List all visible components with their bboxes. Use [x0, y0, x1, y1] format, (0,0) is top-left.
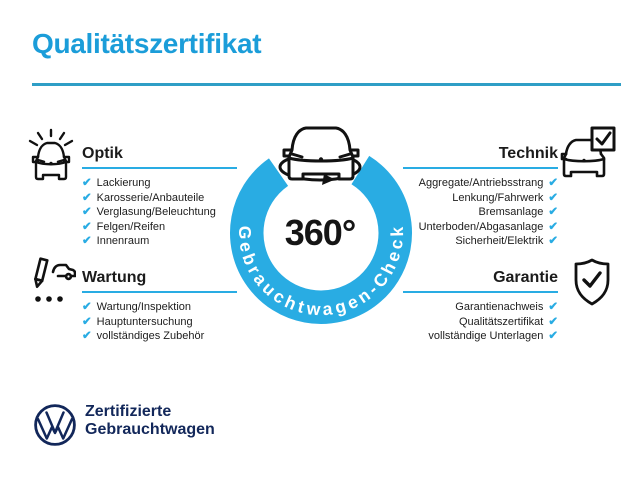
- ring-label: Gebrauchtwagen-Check: [234, 225, 408, 320]
- check-icon: ✔: [82, 235, 92, 247]
- check-icon: ✔: [548, 330, 558, 342]
- car-shine-icon: [24, 127, 78, 185]
- header-divider: [32, 83, 621, 86]
- section-garantie-divider: [403, 291, 558, 293]
- center-360-badge: [220, 105, 422, 331]
- section-optik-title: Optik: [82, 145, 123, 162]
- checklist-item-label: Karosserie/Anbauteile: [96, 191, 205, 204]
- check-icon: ✔: [548, 315, 558, 328]
- check-icon: ✔: [82, 220, 92, 233]
- check-icon: ✔: [548, 177, 558, 189]
- checklist-item: [386, 329, 558, 344]
- degrees-label: 360°: [284, 212, 356, 253]
- check-icon: ✔: [548, 220, 558, 233]
- section-wartung-divider: [82, 291, 237, 293]
- footer-line1: Zertifizierte: [85, 403, 172, 420]
- check-icon: ✔: [548, 301, 558, 313]
- section-garantie-title: Garantie: [493, 269, 558, 286]
- car-checkbox-icon: [560, 126, 616, 180]
- checklist-item-label: vollständige Unterlagen: [428, 330, 544, 342]
- checklist-item-label: Qualitätszertifikat: [458, 315, 544, 328]
- check-icon: ✔: [82, 315, 92, 328]
- section-technik-divider: [403, 167, 558, 169]
- check-icon: ✔: [82, 301, 92, 313]
- check-icon: ✔: [82, 206, 92, 218]
- section-wartung-title: Wartung: [82, 269, 147, 286]
- checklist-item-label: Bremsanlage: [478, 206, 544, 218]
- checklist-car-icon: [26, 257, 76, 307]
- footer-line2: Gebrauchtwagen: [85, 421, 215, 438]
- check-icon: ✔: [82, 177, 92, 189]
- checklist-item-label: Lackierung: [96, 177, 151, 189]
- check-icon: ✔: [548, 191, 558, 204]
- rotating-car-icon: [280, 128, 360, 185]
- section-optik-divider: [82, 167, 237, 169]
- checklist-item-label: Innenraum: [96, 235, 150, 247]
- footer-wordmark: [85, 403, 215, 439]
- checklist-item-label: Hauptuntersuchung: [96, 315, 193, 328]
- section-technik-title: Technik: [498, 145, 558, 162]
- page-title: Qualitätszertifikat: [32, 28, 262, 59]
- checklist-item-label: Garantienachweis: [455, 301, 544, 313]
- check-icon: ✔: [548, 235, 558, 247]
- checklist-item-label: Lenkung/Fahrwerk: [452, 191, 544, 204]
- check-icon: ✔: [82, 191, 92, 204]
- checklist-item-label: Unterboden/Abgasanlage: [418, 220, 544, 233]
- checklist-item-label: Verglasung/Beleuchtung: [96, 206, 216, 218]
- vw-logo: [33, 403, 77, 447]
- shield-check-icon: [572, 258, 612, 308]
- check-icon: ✔: [82, 330, 92, 342]
- checklist-item-label: Aggregate/Antriebsstrang: [418, 177, 544, 189]
- checklist-item-label: Wartung/Inspektion: [96, 301, 192, 313]
- checklist-item-label: vollständiges Zubehör: [96, 330, 205, 342]
- checklist-item-label: Felgen/Reifen: [96, 220, 166, 233]
- check-icon: ✔: [548, 206, 558, 218]
- checklist-item-label: Sicherheit/Elektrik: [455, 235, 544, 247]
- checklist-item: [82, 329, 254, 344]
